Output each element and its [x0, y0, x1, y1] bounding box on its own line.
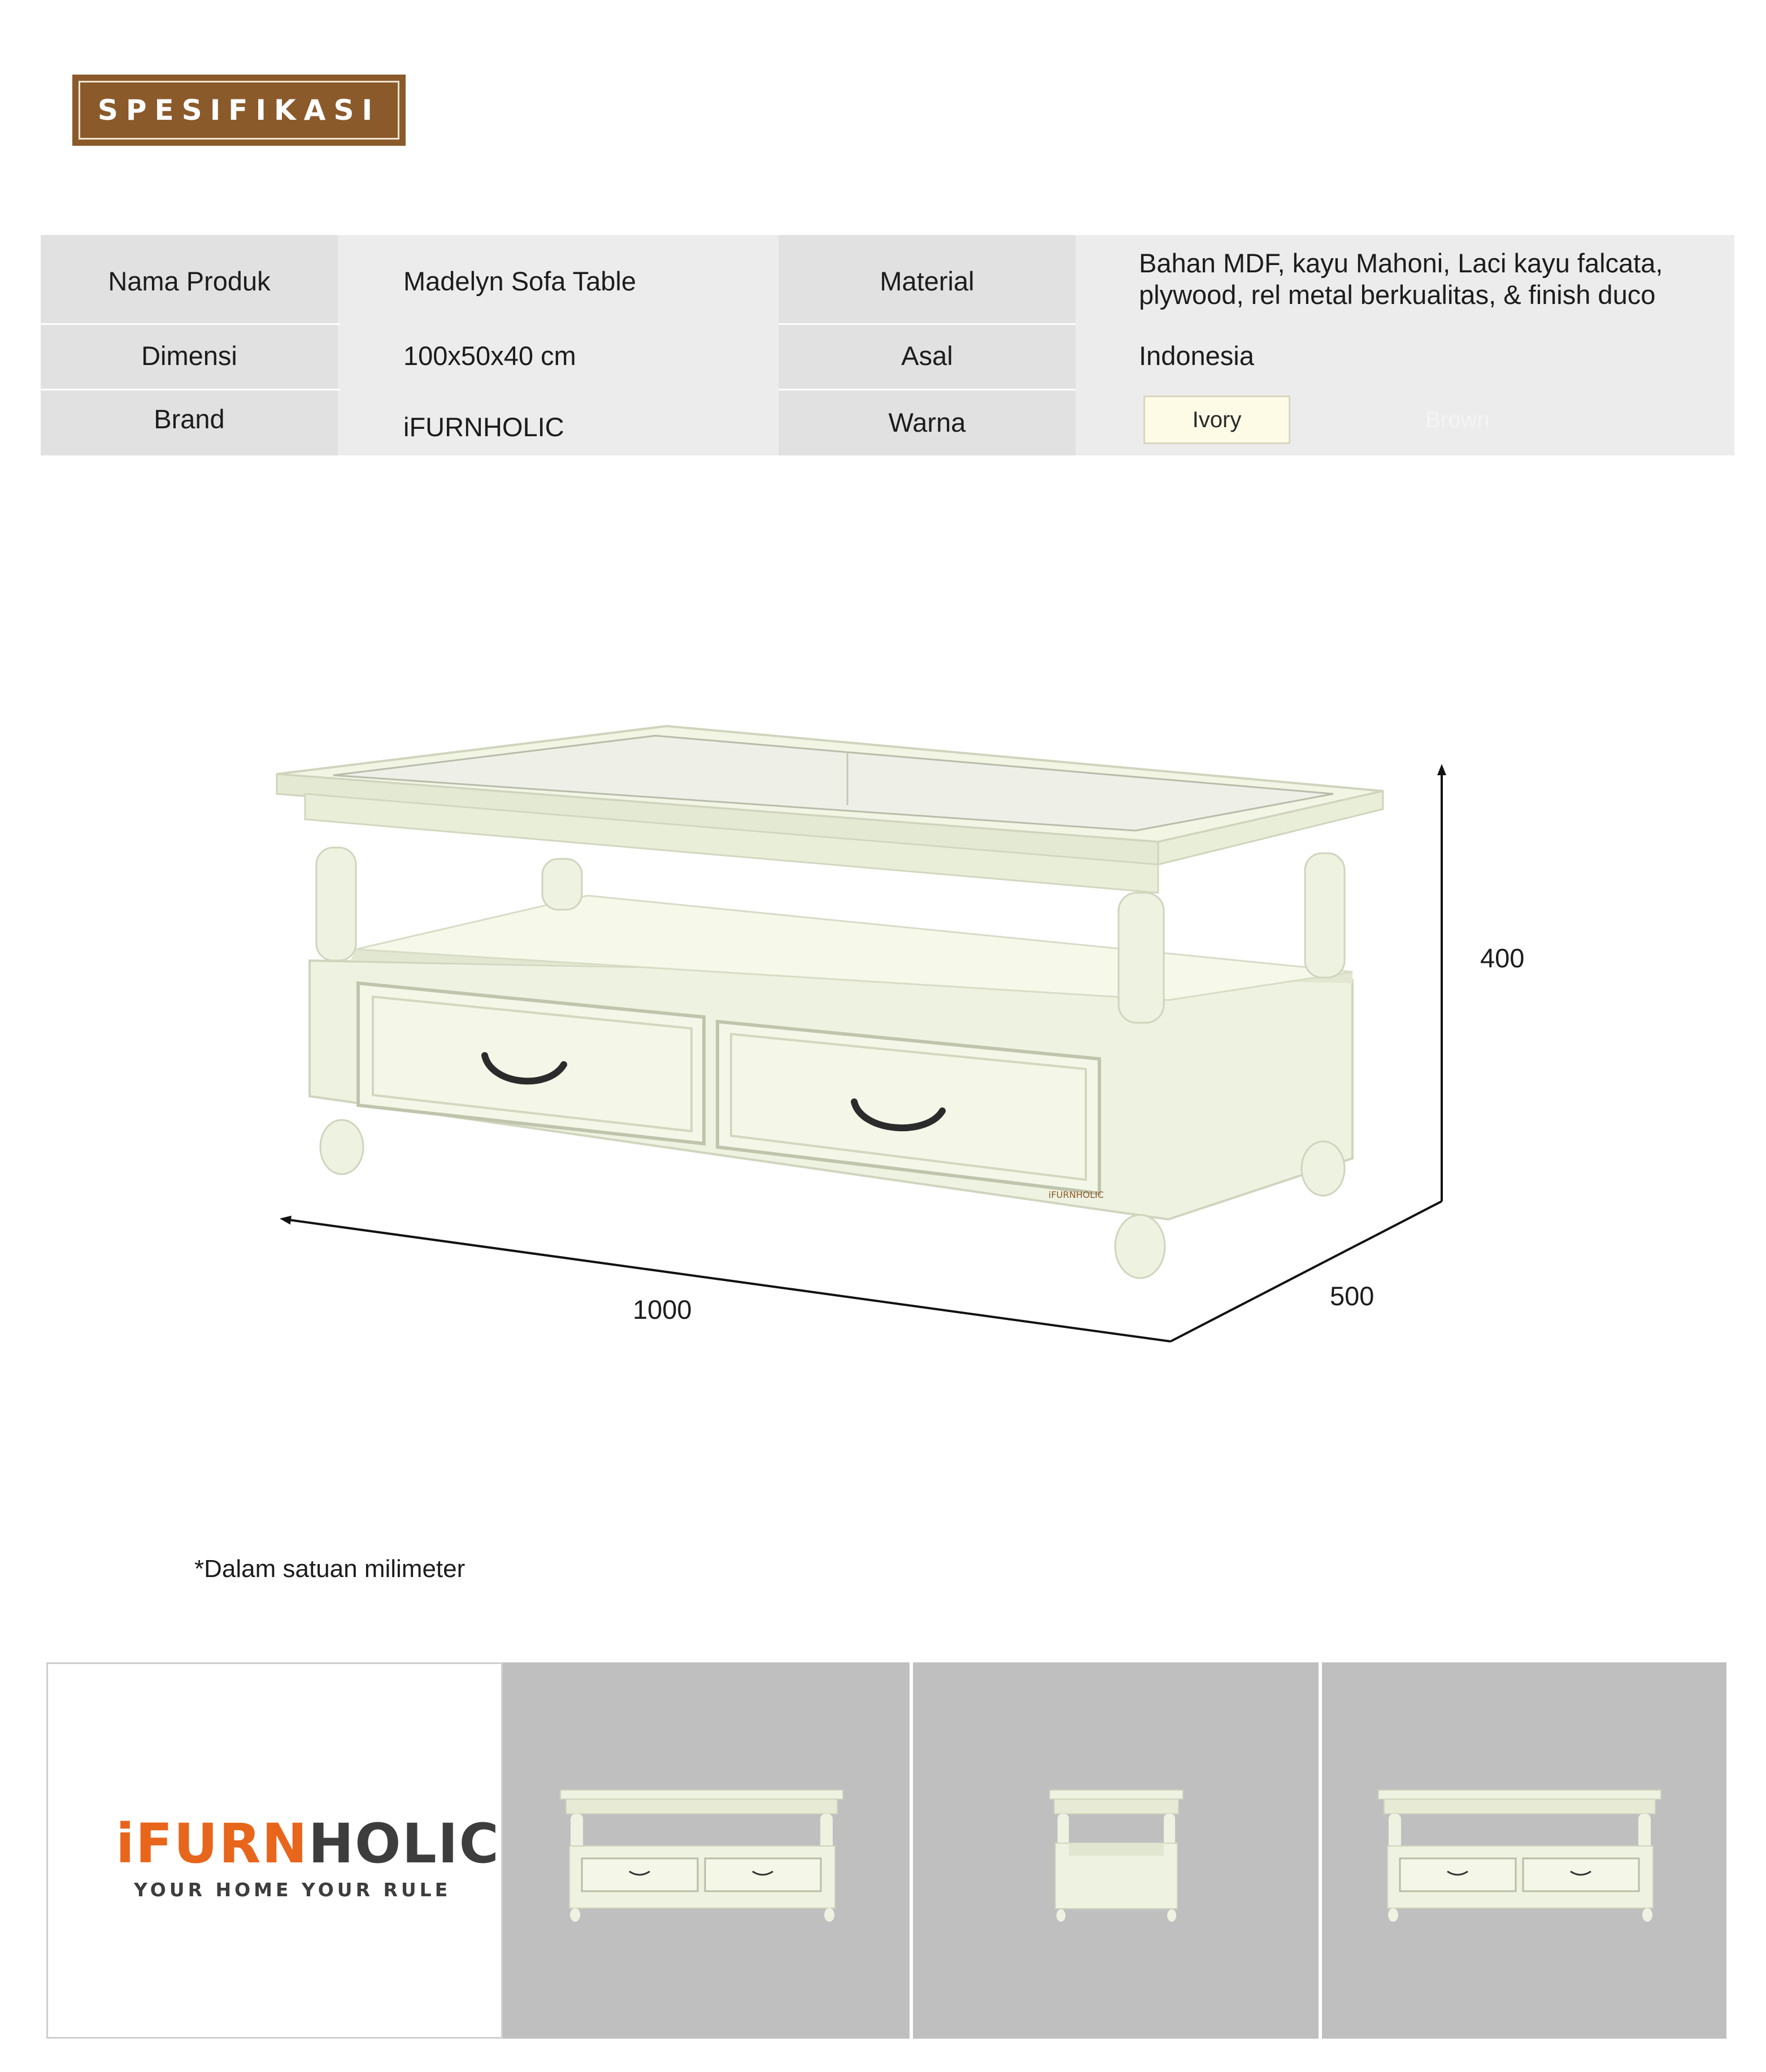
product-dimension-diagram: [0, 678, 1766, 1413]
brand-logo-suffix: HOLIC: [308, 1812, 500, 1875]
spec-label-warna: Warna: [888, 407, 966, 437]
color-option-ivory[interactable]: [1143, 396, 1290, 444]
spec-value-brand: iFURNHOLIC: [403, 412, 564, 442]
spec-value-nama-produk: Madelyn Sofa Table: [403, 266, 636, 296]
brand-logo-panel: [46, 1662, 503, 2039]
spec-value-material-line2: plywood, rel metal berkualitas, & finish duco: [1139, 280, 1656, 310]
spec-label-dimensi: Dimensi: [141, 341, 237, 371]
thumbnail-back-image: [1322, 1662, 1726, 2039]
spec-value-asal: Indonesia: [1139, 341, 1254, 371]
dimension-depth-label: 500: [1330, 1281, 1374, 1311]
spec-label-material: Material: [880, 266, 975, 296]
color-option-brown-label: Brown: [1425, 407, 1490, 432]
brand-logo: [116, 1812, 500, 1875]
spec-row-separator: [778, 323, 1076, 325]
spec-badge-label: SPESIFIKASI: [97, 94, 381, 127]
spec-row-separator: [778, 389, 1076, 390]
spec-row-separator: [41, 389, 340, 390]
spec-label-nama-produk: Nama Produk: [108, 266, 271, 296]
brand-tagline: YOUR HOME YOUR RULE: [134, 1879, 451, 1901]
spec-value-material-line1: Bahan MDF, kayu Mahoni, Laci kayu falcata,: [1139, 248, 1663, 278]
color-option-brown[interactable]: [1384, 396, 1531, 444]
product-mark: iFURNHOLIC: [1049, 1189, 1104, 1200]
spec-row-separator: [41, 323, 340, 325]
spec-value-dimensi: 100x50x40 cm: [403, 341, 576, 371]
thumbnail-back[interactable]: [1322, 1662, 1726, 2039]
thumbnail-side-image: [913, 1662, 1319, 2039]
sofa-table-illustration: [277, 726, 1383, 1278]
thumbnail-front-image: [503, 1662, 910, 2039]
color-option-ivory-label: Ivory: [1192, 407, 1242, 432]
brand-logo-prefix: iFURN: [116, 1812, 308, 1875]
dimension-width-label: 1000: [633, 1295, 692, 1324]
unit-note: *Dalam satuan milimeter: [194, 1555, 466, 1583]
spec-badge: [72, 75, 406, 146]
thumbnail-front[interactable]: [503, 1662, 910, 2039]
dimension-height-label: 400: [1480, 943, 1525, 973]
thumbnail-side[interactable]: [913, 1662, 1319, 2039]
spec-label-asal: Asal: [901, 341, 953, 371]
spec-label-brand: Brand: [154, 404, 225, 434]
